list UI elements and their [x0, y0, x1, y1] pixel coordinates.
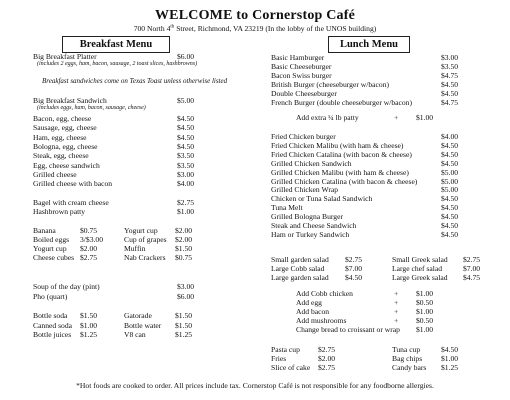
- extra-price: $1.00: [441, 354, 459, 363]
- lunch-sandwich-price: $4.50: [441, 212, 459, 222]
- breakfast-sandwich-price: $4.00: [177, 179, 195, 189]
- lunch-sandwich-name: Fried Chicken Malibu (with ham & cheese): [271, 140, 404, 150]
- burger-price: $4.50: [441, 88, 459, 98]
- side-price: $2.00: [80, 244, 98, 253]
- lunch-sandwich-price: $4.50: [441, 229, 459, 239]
- breakfast-sandwich-price: $4.50: [177, 123, 195, 133]
- addon-price: $0.50: [416, 316, 434, 325]
- side-name: Banana: [33, 226, 56, 235]
- lunch-sandwich-price: $4.50: [441, 140, 459, 150]
- lunch-sandwich-name: Grilled Bologna Burger: [271, 212, 343, 222]
- salad-name: Large Cobb salad: [271, 263, 325, 273]
- breakfast-sandwich-price: $3.00: [177, 169, 195, 179]
- big-sandwich-price: $5.00: [177, 96, 195, 105]
- extra-name: Candy bars: [392, 363, 427, 372]
- soup-price: $3.00: [177, 282, 195, 291]
- addon-plus: +: [394, 289, 399, 298]
- lunch-sandwich-price: $5.00: [441, 167, 459, 177]
- salad-name: Large chef salad: [392, 263, 443, 273]
- salad-name: Large garden salad: [271, 272, 329, 282]
- lunch-sandwich-name: Fried Chicken Catalina (with bacon & cheese): [271, 149, 412, 159]
- breakfast-sandwich-name: Steak, egg, cheese: [33, 151, 89, 161]
- burger-price: $4.75: [441, 97, 459, 107]
- soup-name: Soup of the day (pint): [33, 282, 100, 291]
- breakfast-sandwich-name: Sausage, egg, cheese: [33, 123, 97, 133]
- lunch-sandwich-name: Fried Chicken burger: [271, 132, 336, 141]
- addon-name: Add egg: [296, 298, 322, 307]
- lunch-sandwich-name: Grilled Chicken Catalina (with bacon & cheese): [271, 176, 418, 186]
- addon-name: Add mushrooms: [296, 316, 347, 325]
- drink-name: Bottle water: [124, 320, 162, 330]
- lunch-sandwich-name: Ham or Turkey Sandwich: [271, 229, 350, 239]
- breakfast-item-name: Hashbrown patty: [33, 207, 86, 217]
- side-name: Muffin: [124, 244, 146, 253]
- breakfast-sandwich-price: $4.50: [177, 141, 195, 151]
- lunch-sandwich-price: $4.50: [441, 203, 459, 213]
- extra-price: $2.75: [318, 363, 336, 372]
- extra-name: Slice of cake: [271, 363, 311, 372]
- extra-price: $2.75: [318, 345, 336, 354]
- salad-name: Large Greek salad: [392, 272, 448, 282]
- lunch-sandwich-name: Steak and Cheese Sandwich: [271, 221, 357, 230]
- side-name: Yogurt cup: [33, 244, 67, 253]
- addon-price: $1.00: [416, 289, 434, 298]
- soup-name: Pho (quart): [33, 291, 68, 301]
- salad-price: $4.75: [463, 272, 481, 282]
- drink-name: Gatorade: [124, 311, 152, 320]
- burger-price: $3.50: [441, 61, 459, 71]
- lunch-sandwich-price: $4.50: [441, 221, 459, 230]
- lunch-sandwich-price: $4.50: [441, 194, 459, 204]
- salad-price: $7.00: [463, 263, 481, 273]
- breakfast-sandwich-price: $4.50: [177, 114, 195, 123]
- breakfast-menu-heading: Breakfast Menu: [62, 36, 170, 53]
- burger-price: $4.50: [441, 79, 459, 89]
- lunch-sandwich-price: $4.50: [441, 158, 459, 168]
- side-name: Nab Crackers: [124, 253, 166, 262]
- platter-price: $6.00: [177, 52, 195, 61]
- breakfast-item-price: $1.00: [177, 207, 195, 217]
- addon-name: Add Cobb chicken: [296, 289, 353, 298]
- addon-name: Change bread to croissant or wrap: [296, 325, 400, 334]
- patty-addon-plus: +: [394, 113, 399, 122]
- addon-plus: +: [394, 307, 399, 316]
- addon-price: $1.00: [416, 307, 434, 316]
- breakfast-item-name: Bagel with cream cheese: [33, 198, 109, 207]
- side-price: $2.00: [175, 226, 193, 235]
- breakfast-sandwich-name: Grilled cheese with bacon: [33, 179, 113, 189]
- breakfast-sandwich-name: Egg, cheese sandwich: [33, 160, 100, 170]
- burger-name: Bacon Swiss burger: [271, 70, 332, 80]
- lunch-sandwich-name: Grilled Chicken Wrap: [271, 185, 339, 195]
- breakfast-sandwich-price: $4.50: [177, 132, 195, 142]
- burger-name: Double Cheeseburger: [271, 88, 337, 98]
- side-price: $2.00: [175, 235, 193, 244]
- page-title: WELCOME to Cornerstop Café: [154, 8, 355, 23]
- lunch-menu-heading: Lunch Menu: [328, 36, 410, 53]
- drink-price: $1.00: [80, 320, 98, 330]
- drink-name: Bottle soda: [33, 311, 68, 320]
- big-sandwich-note: (includes eggs, ham, bacon, sausage, cheese): [37, 105, 146, 111]
- side-price: $2.75: [80, 253, 98, 262]
- soup-price: $6.00: [177, 291, 195, 301]
- extra-name: Pasta cup: [271, 345, 300, 354]
- toast-note: Breakfast sandwiches come on Texas Toast unless otherwise listed: [42, 77, 228, 85]
- lunch-sandwich-name: Grilled Chicken Sandwich: [271, 158, 352, 168]
- addon-price: $0.50: [416, 298, 434, 307]
- extra-name: Tuna cup: [392, 345, 421, 354]
- breakfast-sandwich-name: Grilled cheese: [33, 169, 77, 179]
- side-name: Cheese cubes: [33, 253, 75, 262]
- drink-price: $1.25: [175, 330, 193, 339]
- salad-price: $2.75: [345, 255, 363, 264]
- lunch-sandwich-name: Chicken or Tuna Salad Sandwich: [271, 194, 373, 204]
- salad-name: Small garden salad: [271, 255, 329, 264]
- side-price: $0.75: [175, 253, 193, 262]
- breakfast-sandwich-name: Bacon, egg, cheese: [33, 114, 92, 123]
- addon-plus: +: [394, 316, 399, 325]
- breakfast-item-price: $2.75: [177, 198, 195, 207]
- breakfast-sandwich-price: $3.50: [177, 160, 195, 170]
- addon-plus: +: [394, 298, 399, 307]
- side-name: Cup of grapes: [124, 235, 167, 244]
- lunch-sandwich-price: $4.50: [441, 149, 459, 159]
- breakfast-sandwich-name: Ham, egg, cheese: [33, 132, 87, 142]
- drink-price: $1.50: [175, 320, 193, 330]
- platter-name: Big Breakfast Platter: [33, 52, 97, 61]
- salad-name: Small Greek salad: [392, 255, 448, 264]
- side-price: $0.75: [80, 226, 98, 235]
- side-name: Boiled eggs: [33, 235, 70, 244]
- side-name: Yogurt cup: [124, 226, 158, 235]
- lunch-sandwich-price: $5.00: [441, 176, 459, 186]
- extra-price: $1.25: [441, 363, 459, 372]
- burger-name: Basic Cheeseburger: [271, 61, 332, 71]
- extra-name: Fries: [271, 354, 287, 363]
- address-line: 700 North 4th Street, Richmond, VA 23219 (In the lobby of the UNOS building): [133, 24, 377, 33]
- patty-addon-name: Add extra ¼ lb patty: [296, 113, 359, 122]
- extra-price: $4.50: [441, 345, 459, 354]
- lunch-sandwich-price: $5.00: [441, 185, 459, 195]
- extra-price: $2.00: [318, 354, 336, 363]
- extra-name: Bag chips: [392, 354, 423, 363]
- lunch-sandwich-name: Grilled Chicken Malibu (with ham & cheese): [271, 167, 409, 177]
- breakfast-sandwich-name: Bologna, egg, cheese: [33, 141, 98, 151]
- side-price: $1.50: [175, 244, 193, 253]
- addon-price: $1.00: [416, 325, 434, 334]
- salad-price: $7.00: [345, 263, 363, 273]
- lunch-sandwich-price: $4.00: [441, 132, 459, 141]
- big-sandwich-name: Big Breakfast Sandwich: [33, 96, 107, 105]
- drink-name: Canned soda: [33, 320, 73, 330]
- burger-price: $3.00: [441, 53, 459, 62]
- platter-note: (includes 2 eggs, ham, bacon, sausage, 2 toast slices, hashbrowns): [37, 61, 198, 67]
- addon-name: Add bacon: [296, 307, 330, 316]
- salad-price: $2.75: [463, 255, 481, 264]
- burger-name: French Burger (double cheeseburger w/bacon): [271, 97, 412, 107]
- side-price: 3/$3.00: [80, 235, 103, 244]
- burger-name: Basic Hamburger: [271, 53, 325, 62]
- burger-price: $4.75: [441, 70, 459, 80]
- breakfast-sandwich-price: $3.50: [177, 151, 195, 161]
- burger-name: British Burger (cheeseburger w/bacon): [271, 79, 390, 89]
- footer-note: *Hot foods are cooked to order. All prices include tax. Cornerstop Café is not responsible for any foodborne allergies.: [76, 381, 434, 390]
- drink-price: $1.50: [175, 311, 193, 320]
- patty-addon-price: $1.00: [416, 113, 434, 122]
- drink-name: Bottle juices: [33, 330, 72, 339]
- salad-price: $4.50: [345, 272, 363, 282]
- lunch-sandwich-name: Tuna Melt: [271, 203, 303, 213]
- drink-price: $1.50: [80, 311, 98, 320]
- drink-name: V8 can: [124, 330, 146, 339]
- drink-price: $1.25: [80, 330, 98, 339]
